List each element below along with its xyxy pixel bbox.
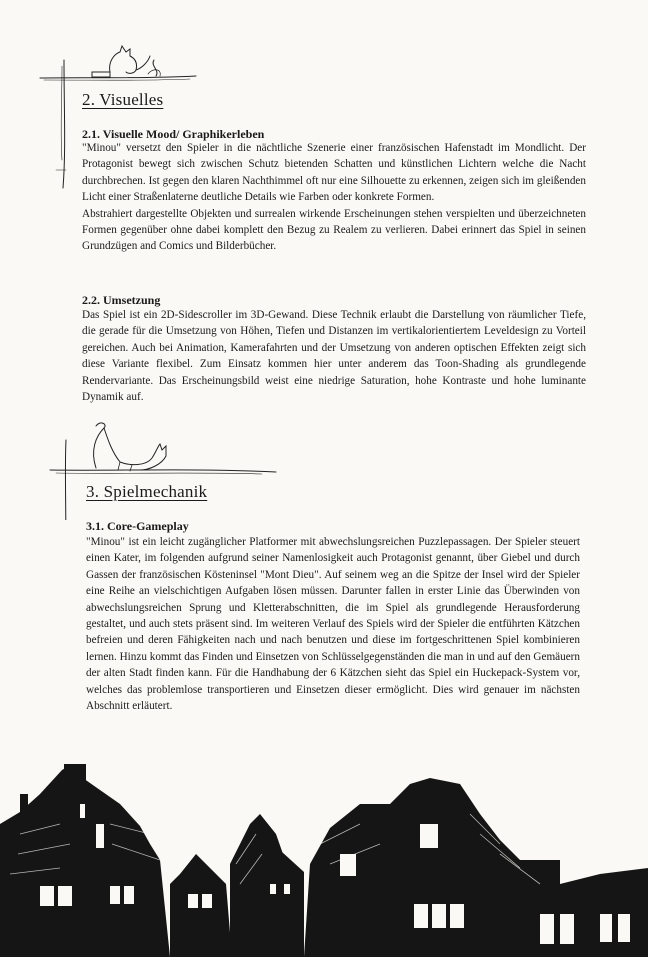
- mood-paragraph-2: Abstrahiert dargestellte Objekten und surrealen wirkende Erscheinungen stehen verspielten und überzeichneten Formen gegenüber ohne dabei komplett den Bezug zu Realem zu verlieren. Dabei erinnert das Spiel in seinen Grundzügen and Comics und Bilderbücher.: [82, 207, 586, 253]
- core-gameplay-paragraph: "Minou" ist ein leicht zugänglicher Platformer mit abwechslungsreichen Puzzlepassagen. Der Spieler steuert einen Kater, im folgenden aufgrund seiner Namenlosigkeit auch Protagonist genannt, über Giebel und durch Gassen der französischen Kösteninsel "Mont Dieu". Auf seinem weg an die Spitze der Insel wird der Spieler eine Reihe an vielschichtigen Aufgaben lösen müssen. Darunter fallen in erster Linie das Überwinden von abwechslungsreichen Sprung und Kletterabschnitten, die im Spiel als grundlegende Herausforderung gestaltet, und auch stets präsent sind. Im weiteren Verlauf des Spiels wird der Spieler die entführten Kätzchen befreien und deren Fähigkeiten nach und nach benutzen und diese im fortgeschrittenen Spiel kombinieren lernen. Hinzu kommt das Finden und Einsetzen von Schlüsselgegenständen die man in und auf den Gemäuern der alten Stadt finden kann. Für die Handhabung der 6 Kätzchen sieht das Spiel ein Huckepack-System vor, welches das problemlose transportieren und Einsetzen dieser ermöglicht. Dies wird genauer im nächsten Abschnitt erläutert.: [86, 536, 580, 713]
- mood-paragraphs: [82, 140, 586, 255]
- mood-paragraph-1: "Minou" versetzt den Spieler in die nächtliche Szenerie einer französischen Hafenstadt im Mondlicht. Der Protagonist bewegt sich zwischen Schutz bietenden Schatten und künstlichen Lichtern welche die Nacht durchbrechen. Ist gegen den klaren Nachthimmel oft nur eine Silhouette zu erkennen, zeigen sich im gleißenden Licht einer Straßenlaterne deutliche Details wie Farben oder konkrete Formen.: [82, 142, 586, 204]
- subsection-title-core-gameplay: 3.1. Core-Gameplay: [86, 519, 189, 533]
- subsection-title-mood: 2.1. Visuelle Mood/ Graphikerleben: [82, 127, 265, 141]
- subsection-title-umsetzung: 2.2. Umsetzung: [82, 293, 161, 307]
- section-heading-visuelles: 2. Visuelles: [82, 90, 164, 109]
- section-heading-spielmechanik: 3. Spielmechanik: [86, 482, 208, 501]
- umsetzung-paragraph: Das Spiel ist ein 2D-Sidescroller im 3D-Gewand. Diese Technik erlaubt die Darstellung von räumlicher Tiefe, die gerade für die Umsetzung von Höhen, Tiefen und Distanzen im vertikalorientiertem Leveldesign zu Vorteil gereichen. Auch bei Animation, Kamerafahrten und der Umsetzung von anderen optischen Effekten zeigt sich diese Variante flexibel. Zum Einsatz kommen hier unter anderem das Toon-Shading als grundlegende Rendervariante. Das Erscheinungsbild weist eine niedrige Saturation, hohe Kontraste und hohe luminante Dynamik auf.: [82, 309, 586, 404]
- town-skyline-illustration: [0, 764, 648, 957]
